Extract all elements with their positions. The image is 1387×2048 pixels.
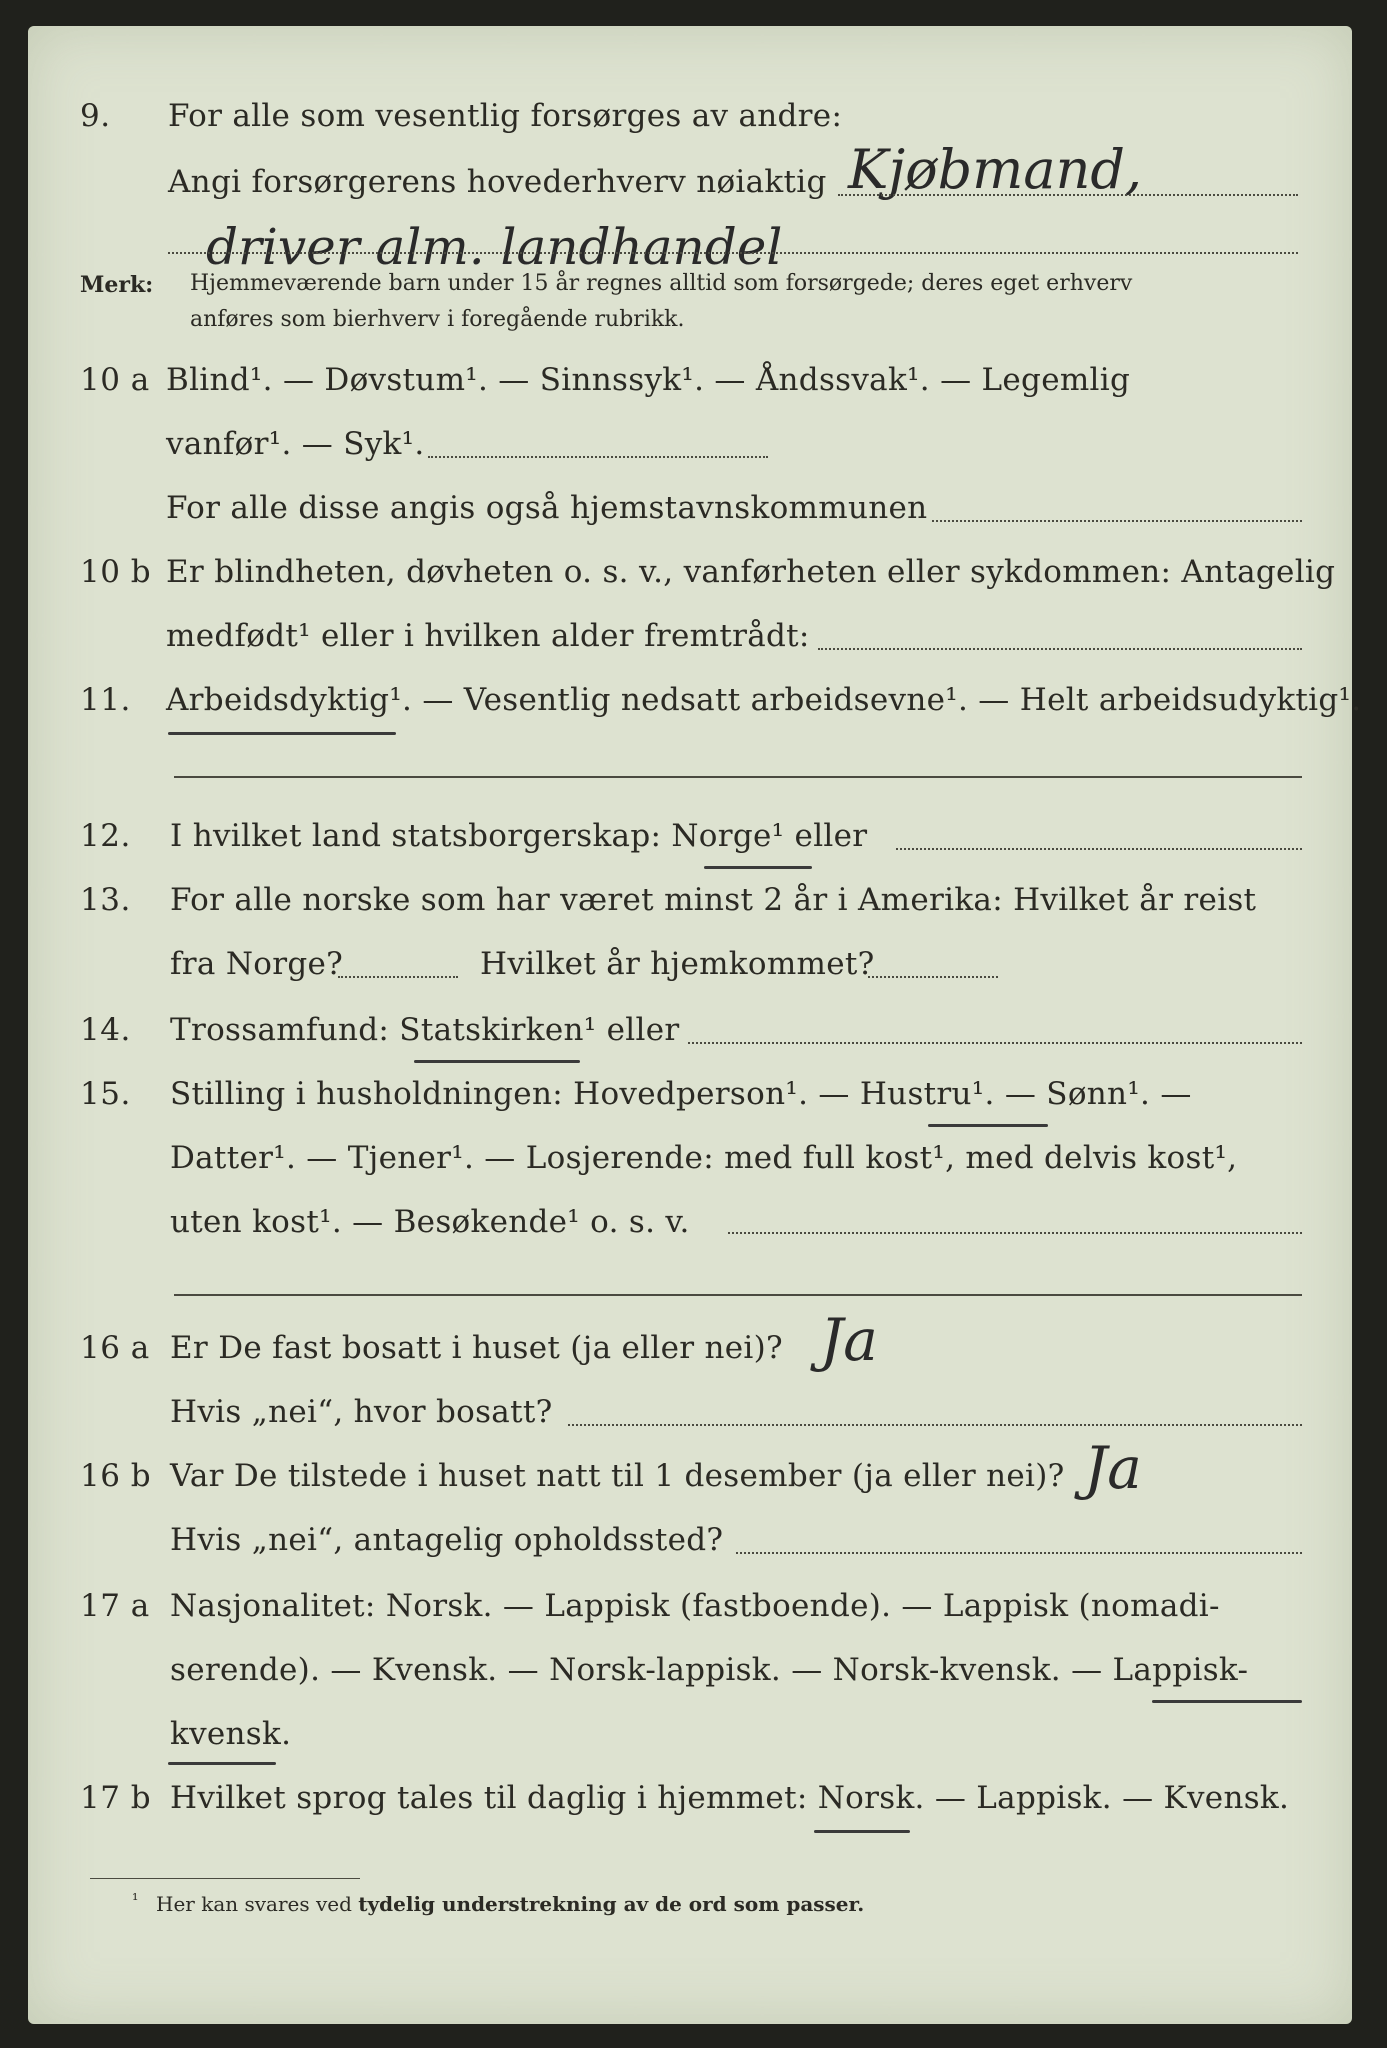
answer-line bbox=[736, 1552, 1302, 1554]
answer-line bbox=[428, 456, 768, 458]
question-number: 17 a bbox=[80, 1588, 150, 1624]
question-text: Stilling i husholdningen: Hovedperson¹. — Hustru¹. — Sønn¹. — bbox=[170, 1076, 1192, 1112]
question-number: 13. bbox=[80, 882, 131, 918]
question-text: Var De tilstede i huset natt til 1 desember (ja eller nei)? bbox=[170, 1458, 1065, 1494]
question-number: 10 a bbox=[80, 362, 150, 398]
footnote-text-plain: Her kan svares ved bbox=[156, 1892, 359, 1916]
note-text: Hjemmeværende barn under 15 år regnes alltid som forsørgede; deres eget erhverv bbox=[190, 271, 1133, 296]
footnote-mark: ¹ bbox=[132, 1890, 139, 1909]
question-text: kvensk. bbox=[170, 1716, 292, 1752]
answer-line bbox=[688, 1042, 1302, 1044]
question-text: Trossamfund: Statskirken¹ eller bbox=[170, 1012, 680, 1048]
note-text: anføres som bierhverv i foregående rubrikk. bbox=[190, 307, 685, 332]
answer-underline bbox=[168, 1762, 276, 1765]
question-number: 16 a bbox=[80, 1330, 150, 1366]
question-text: Blind¹. — Døvstum¹. — Sinnssyk¹. — Åndssvak¹. — Legemlig bbox=[166, 362, 1131, 398]
answer-underline bbox=[168, 732, 396, 735]
answer-line bbox=[174, 776, 1302, 778]
footnote-text-bold: tydelig understrekning av de ord som passer. bbox=[358, 1892, 865, 1916]
question-text: Hvis „nei“, hvor bosatt? bbox=[170, 1394, 553, 1430]
question-text: For alle norske som har været minst 2 år i Amerika: Hvilket år reist bbox=[170, 882, 1257, 918]
question-text: Er blindheten, døvheten o. s. v., vanførheten eller sykdommen: Antagelig bbox=[166, 554, 1336, 590]
footnote-divider bbox=[90, 1878, 360, 1879]
answer-line bbox=[728, 1232, 1302, 1234]
question-number: 12. bbox=[80, 818, 131, 854]
answer-line bbox=[868, 976, 998, 978]
answer-line bbox=[168, 252, 1298, 254]
question-text: Datter¹. — Tjener¹. — Losjerende: med full kost¹, med delvis kost¹, bbox=[170, 1140, 1238, 1176]
question-text: Hvis „nei“, antagelig opholdssted? bbox=[170, 1522, 724, 1558]
answer-line bbox=[932, 520, 1302, 522]
answer-line bbox=[174, 1294, 1302, 1296]
handwritten-answer: driver alm. landhandel bbox=[206, 218, 783, 276]
handwritten-answer: Ja bbox=[1084, 1434, 1142, 1502]
answer-line bbox=[818, 648, 1302, 650]
question-number: 10 b bbox=[80, 554, 152, 590]
answer-underline bbox=[704, 866, 812, 869]
question-text: For alle som vesentlig forsørges av andre: bbox=[168, 98, 843, 134]
question-number: 16 b bbox=[80, 1458, 152, 1494]
question-text: Nasjonalitet: Norsk. — Lappisk (fastboende). — Lappisk (nomadi- bbox=[170, 1588, 1220, 1624]
question-text: For alle disse angis også hjemstavnskommunen bbox=[166, 490, 928, 526]
answer-underline bbox=[414, 1060, 580, 1063]
question-text: medfødt¹ eller i hvilken alder fremtrådt: bbox=[166, 618, 810, 654]
question-text: Arbeidsdyktig¹. — Vesentlig nedsatt arbeidsevne¹. — Helt arbeidsudyktig¹. bbox=[166, 682, 1362, 718]
question-text: Er De fast bosatt i huset (ja eller nei)? bbox=[170, 1330, 783, 1366]
question-text: Angi forsørgerens hovederhverv nøiaktig bbox=[168, 164, 827, 200]
question-text: uten kost¹. — Besøkende¹ o. s. v. bbox=[170, 1204, 690, 1240]
answer-underline bbox=[1152, 1700, 1302, 1703]
answer-underline bbox=[928, 1124, 1048, 1127]
question-number: 11. bbox=[80, 682, 131, 718]
question-text: Hvilket sprog tales til daglig i hjemmet: Norsk. — Lappisk. — Kvensk. bbox=[170, 1780, 1290, 1816]
question-text: serende). — Kvensk. — Norsk-lappisk. — Norsk-kvensk. — Lappisk- bbox=[170, 1652, 1249, 1688]
note-label: Merk: bbox=[80, 272, 154, 298]
question-text: fra Norge? bbox=[170, 946, 344, 982]
handwritten-answer: Ja bbox=[820, 1306, 878, 1374]
question-text: I hvilket land statsborgerskap: Norge¹ eller bbox=[170, 818, 868, 854]
census-form-page bbox=[28, 26, 1362, 2024]
question-text: Hvilket år hjemkommet? bbox=[480, 946, 875, 982]
answer-line bbox=[338, 976, 458, 978]
answer-underline bbox=[814, 1830, 910, 1833]
question-number: 14. bbox=[80, 1012, 131, 1048]
footnote-text bbox=[156, 1892, 864, 1916]
answer-line bbox=[838, 194, 1298, 196]
answer-line bbox=[896, 848, 1302, 850]
question-number: 9. bbox=[80, 98, 111, 134]
question-number: 17 b bbox=[80, 1780, 152, 1816]
handwritten-answer: Kjøbmand, bbox=[848, 138, 1143, 201]
answer-line bbox=[568, 1424, 1302, 1426]
question-text: vanfør¹. — Syk¹. bbox=[166, 426, 425, 462]
question-number: 15. bbox=[80, 1076, 131, 1112]
